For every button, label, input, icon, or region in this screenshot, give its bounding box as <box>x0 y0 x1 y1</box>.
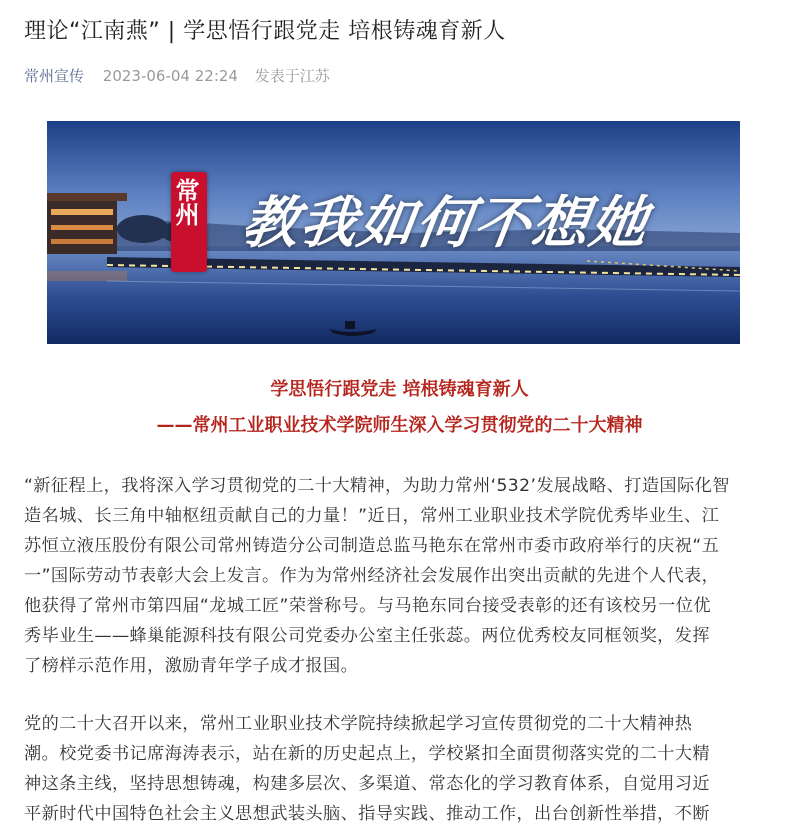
banner-image <box>47 121 740 344</box>
paragraph-line: 平新时代中国特色社会主义思想武装头脑、指导实践、推动工作，出台创新性举措，不断 <box>24 804 710 824</box>
article-subheading: ——常州工业职业技术学院师生深入学习贯彻党的二十大精神 <box>156 415 643 436</box>
paragraph-line: 苏恒立液压股份有限公司常州铸造分公司制造总监马艳东在常州市委市政府举行的庆祝“五 <box>24 536 720 556</box>
paragraph-line: 他获得了常州市第四届“龙城工匠”荣誉称号。与马艳东同台接受表彰的还有该校另一位优 <box>24 596 711 616</box>
paragraph-line: 秀毕业生——蜂巢能源科技有限公司党委办公室主任张蕊。两位优秀校友同框领奖，发挥 <box>24 626 710 646</box>
seal-text: 常州 <box>171 178 200 226</box>
paragraph-line: 神这条主线，坚持思想铸魂，构建多层次、多渠道、常态化的学习教育体系，自觉用习近 <box>24 774 710 794</box>
account-name-link[interactable]: 常州宣传 <box>24 67 85 85</box>
paragraph-line: “新征程上，我将深入学习贯彻党的二十大精神，为助力常州‘532’发展战略、打造国际化智 <box>24 476 730 496</box>
article-heading: 学思悟行跟党走 培根铸魂育新人 <box>270 379 529 400</box>
article-meta <box>24 65 330 86</box>
paragraph-line: 一”国际劳动节表彰大会上发言。作为为常州经济社会发展作出突出贡献的先进个人代表， <box>24 566 720 586</box>
paragraph-line: 了榜样示范作用，激励青年学子成才报国。 <box>24 656 359 676</box>
paragraph-1 <box>24 471 774 681</box>
publish-date: 2023-06-04 22:24 <box>102 67 238 85</box>
paragraph-line: 党的二十大召开以来，常州工业职业技术学院持续掀起学习宣传贯彻党的二十大精神热 <box>24 714 693 734</box>
changzhou-seal-logo <box>171 172 207 272</box>
paragraph-line: 造名城、长三角中轴枢纽贡献自己的力量！”近日，常州工业职业技术学院优秀毕业生、江 <box>24 506 720 526</box>
paragraph-line: 潮。校党委书记席海涛表示，站在新的历史起点上，学校紧扣全面贯彻落实党的二十大精 <box>24 744 710 764</box>
paragraph-2 <box>24 709 774 829</box>
article-title: 理论“江南燕” | 学思悟行跟党走 培根铸魂育新人 <box>24 19 506 44</box>
banner-calligraphy: 教我如何不想她 <box>237 190 654 256</box>
publish-location: 发表于江苏 <box>254 67 330 85</box>
